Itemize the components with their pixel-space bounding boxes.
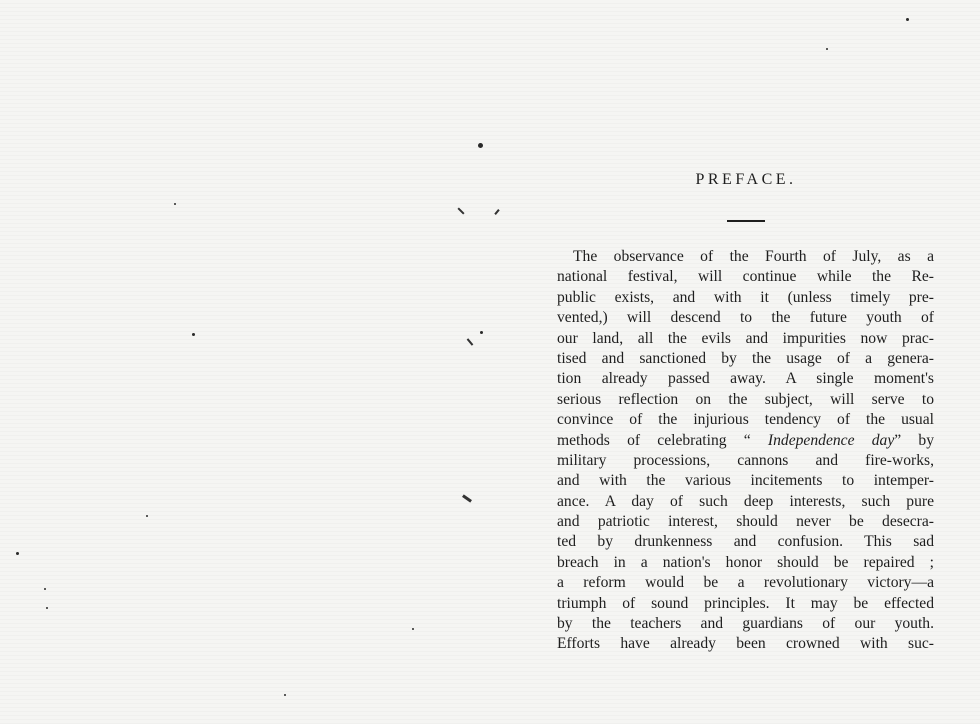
scan-speck xyxy=(16,552,19,555)
text-line xyxy=(557,390,934,410)
text-segment: by the teachers and guardians of our youth. xyxy=(557,615,934,633)
scan-speck xyxy=(174,203,176,205)
text-segment: ted by drunkenness and confusion. This sad xyxy=(557,533,934,551)
scan-mark xyxy=(494,209,499,215)
text-segment: military processions, cannons and fire-works, xyxy=(557,451,934,469)
text-line xyxy=(557,512,934,532)
text-segment: triumph of sound principles. It may be effected xyxy=(557,594,934,612)
text-segment: breach in a nation's honor should be repaired ; xyxy=(557,553,934,571)
text-line xyxy=(557,594,934,614)
text-line xyxy=(557,349,934,369)
text-line xyxy=(557,634,934,654)
text-line xyxy=(557,492,934,512)
scan-mark xyxy=(462,494,472,502)
scan-speck xyxy=(480,331,483,334)
text-line xyxy=(557,431,934,451)
preface-text xyxy=(557,247,934,655)
italic-phrase: Independence day xyxy=(767,431,895,449)
text-segment: our land, all the evils and impurities now prac- xyxy=(557,329,934,347)
scan-speck xyxy=(146,515,148,517)
text-line xyxy=(557,532,934,552)
text-line xyxy=(557,329,934,349)
text-line xyxy=(557,308,934,328)
text-line xyxy=(557,267,934,287)
text-line xyxy=(557,614,934,634)
scan-mark xyxy=(467,338,474,345)
text-segment: and patriotic interest, should never be desecra- xyxy=(557,513,934,531)
scan-speck xyxy=(906,18,909,21)
text-line xyxy=(557,451,934,471)
text-line xyxy=(557,553,934,573)
text-segment: national festival, will continue while the Re- xyxy=(557,268,934,286)
text-line xyxy=(557,573,934,593)
scan-speck xyxy=(478,143,483,148)
text-line xyxy=(557,369,934,389)
scan-speck xyxy=(826,48,828,50)
text-segment: Efforts have already been crowned with suc- xyxy=(557,635,934,653)
scan-speck xyxy=(412,628,414,630)
text-line xyxy=(557,410,934,430)
text-segment: serious reflection on the subject, will serve to xyxy=(557,390,934,408)
text-segment: The observance of the Fourth of July, as a xyxy=(573,248,934,265)
text-segment: and with the various incitements to intemper- xyxy=(557,472,934,490)
heading-rule xyxy=(727,220,765,222)
text-segment: methods of celebrating “ xyxy=(557,431,768,449)
text-segment: ” by xyxy=(894,431,934,449)
text-line xyxy=(557,247,934,267)
page-heading: PREFACE. xyxy=(695,171,797,188)
text-line xyxy=(557,471,934,491)
text-segment: public exists, and with it (unless timely pre- xyxy=(557,288,934,306)
text-segment: vented,) will descend to the future youth of xyxy=(557,309,934,327)
text-segment: a reform would be a revolutionary victory—a xyxy=(557,574,934,592)
text-line xyxy=(557,288,934,308)
text-segment: tion already passed away. A single moment's xyxy=(557,370,934,388)
text-segment: ance. A day of such deep interests, such pure xyxy=(557,492,934,510)
text-segment: convince of the injurious tendency of the usual xyxy=(557,411,934,429)
scan-speck xyxy=(44,588,46,590)
scan-speck xyxy=(46,607,48,609)
scan-speck xyxy=(192,333,195,336)
text-segment: tised and sanctioned by the usage of a genera- xyxy=(557,349,934,367)
scan-mark xyxy=(457,207,464,214)
scan-speck xyxy=(284,694,286,696)
